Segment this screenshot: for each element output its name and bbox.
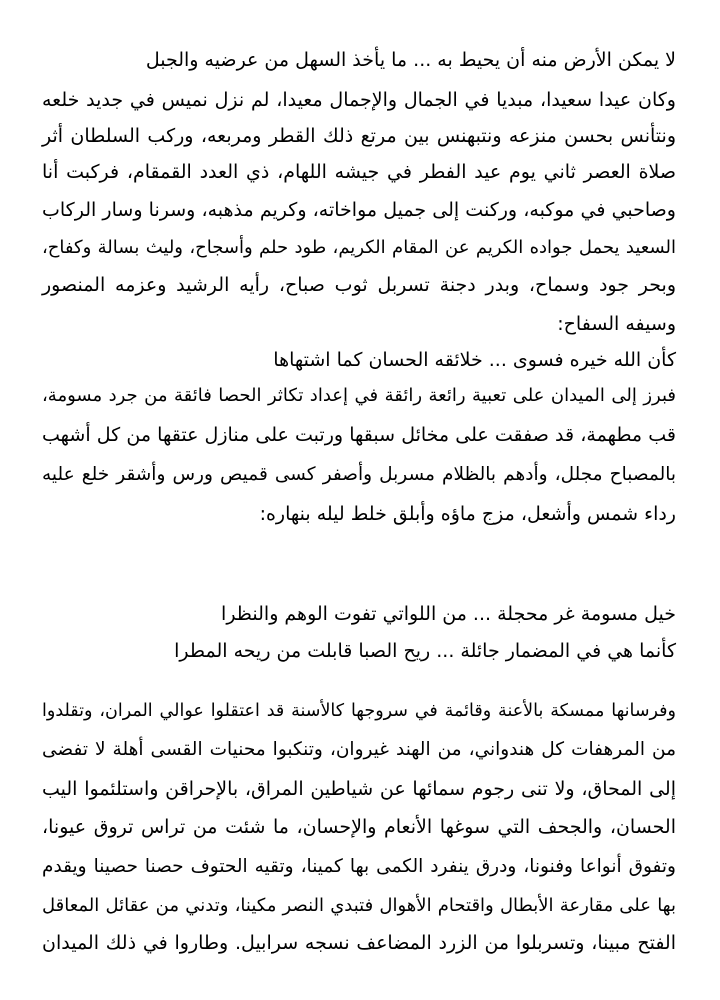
text-line: بها على مقارعة الأبطال واقتحام الأهوال فتبدي النصر مكينا، وتدني من عقائل المعاقل (42, 895, 676, 916)
text-line: ونتأنس بحسن منزعه ونتبهنس بين مرتع ذلك القطر ومربعه، وركب السلطان أثر (42, 125, 676, 147)
text-line: وفرسانها ممسكة بالأعنة وقائمة في سروجها كالأسنة قد اعتقلوا عوالي المران، وتقلدوا (42, 701, 676, 721)
text-line: وتفوق أنواعا وفنونا، ودرق ينفرد الكمى بها كمينا، وتقيه الحتوف حصنا حصينا ويقدم (42, 856, 676, 877)
poem-verse-line: خيل مسومة غر محجلة ... من اللواتي تفوت الوهم والنظرا (221, 603, 676, 625)
poem-verse-line: كأنما هي في المضمار جائلة ... ريح الصبا قابلت من ريحه المطرا (174, 640, 676, 662)
text-line: فبرز إلى الميدان على تعبية رائعة رائقة في إعداد تكاثر الحصا فائقة من جرد مسومة، (42, 385, 676, 406)
text-line: قب مطهمة، قد صفقت على مخائل سبقها ورتبت على منازل عتقها من كل أشهب (42, 424, 676, 446)
text-line: من المرهفات كل هندواني، من الهند غيروان، وتنكبوا محنيات القسى أهلة لا تفضى (42, 739, 676, 760)
text-line: إلى المحاق، ولا تنى رجوم سمائها عن شياطين المراق، بالإحراقن واستلئموا اليب (42, 778, 676, 800)
text-line: وصاحبي في موكبه، وركنت إلى جميل مواخاته، وكريم مذهبه، وسرنا وسار الركاب (42, 199, 676, 221)
text-line: السعيد يحمل جواده الكريم عن المقام الكريم، طود حلم وأسجاح، وليث بسالة وكفاح، (42, 237, 676, 258)
text-line: الحسان، والجحف التي سوغها الأنعام والإحسان، ما شئت من تراس تروق عيونا، (42, 816, 676, 838)
text-line: وبحر جود وسماح، وبدر دجنة تسربل ثوب صباح، رأيه الرشيد وعزمه المنصور (42, 274, 676, 296)
poem-verse-line: لا يمكن الأرض منه أن يحيط به ... ما يأخذ السهل من عرضيه والجبل (145, 49, 676, 71)
text-line: وكان عيدا سعيدا، مبديا في الجمال والإجمال معيدا، لم نزل نميس في جديد خلعه (42, 89, 676, 111)
text-line: بالمصباح مجلل، وأدهم بالظلام مسربل وأصفر كسى قميص ورس وأشقر خلع عليه (42, 464, 676, 485)
text-line: رداء شمس وأشعل، مزج ماؤه وأبلق خلط ليله بنهاره: (259, 503, 676, 525)
poem-verse-line: كأن الله خيره فسوى ... خلائقه الحسان كما اشتهاها (273, 349, 676, 371)
text-line: صلاة العصر ثاني يوم عيد الفطر في جيشه اللهام، ذي العدد القمقام، فركبت أنا (42, 161, 676, 183)
text-line: الفتح مبينا، وتسربلوا من الزرد المضاعف نسجه سرابيل. وطاروا في ذلك الميدان (42, 932, 676, 954)
text-line: وسيفه السفاح: (557, 313, 676, 335)
